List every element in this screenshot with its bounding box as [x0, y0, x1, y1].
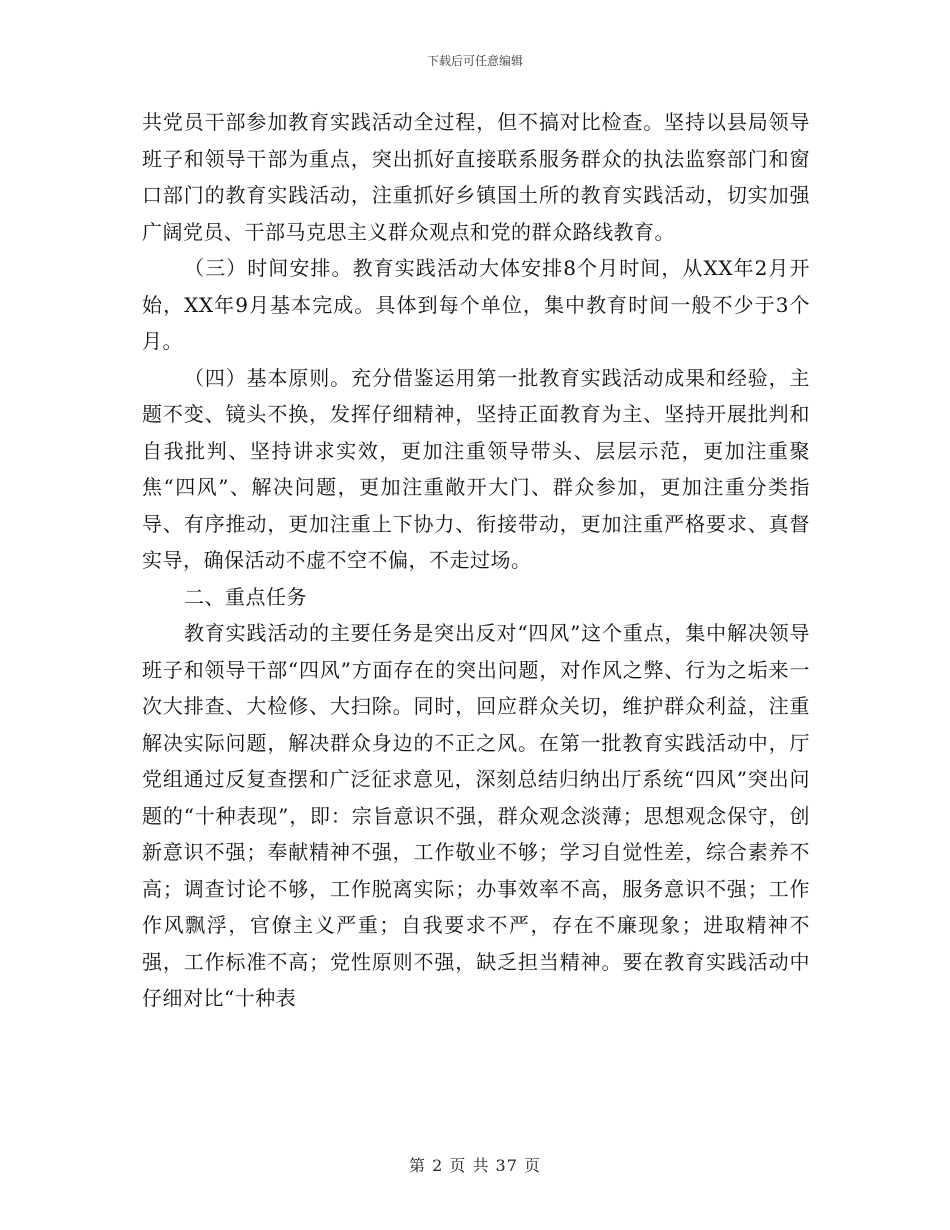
paragraph-main-tasks: 教育实践活动的主要任务是突出反对“四风”这个重点，集中解决领导班子和领导干部“四风”方面存在的突出问题，对作风之弊、行为之垢来一次大排查、大检修、大扫除。同时，回应群众关切，维护群众利益，注重解决实际问题，解决群众身边的不正之风。在第一批教育实践活动中，厅党组通过反复查摆和广泛征求意见，深刻总结归纳出厅系统“四风”突出问题的“十种表现”，即：宗旨意识不强，群众观念淡薄；思想观念保守，创新意识不强；奉献精神不强，工作敬业不够；学习自觉性差，综合素养不高；调查讨论不够，工作脱离实际；办事效率不高，服务意识不强；工作作风飘浮，官僚主义严重；自我要求不严，存在不廉现象；进取精神不强，工作标准不高；党性原则不强，缺乏担当精神。要在教育实践活动中仔细对比“十种表	[142, 621, 810, 1010]
paragraph-time-schedule: （三）时间安排。教育实践活动大体安排8个月时间，从XX年2月开始，XX年9月基本完成。具体到每个单位，集中教育时间一般不少于3个月。	[142, 256, 810, 353]
paragraph-continuation: 共党员干部参加教育实践活动全过程，但不搞对比检查。坚持以县局领导班子和领导干部为重点，突出抓好直接联系服务群众的执法监察部门和窗口部门的教育实践活动，注重抓好乡镇国土所的教育实践活动，切实加强广阔党员、干部马克思主义群众观点和党的群众路线教育。	[142, 110, 810, 244]
section-heading-key-tasks: 二、重点任务	[184, 584, 307, 609]
page-header: 下载后可任意编辑	[426, 54, 523, 68]
page-number-footer: 第 2 页 共 37 页	[409, 1156, 541, 1175]
paragraph-basic-principles: （四）基本原则。充分借鉴运用第一批教育实践活动成果和经验，主题不变、镜头不换，发挥仔细精神，坚持正面教育为主、坚持开展批判和自我批判、坚持讲求实效，更加注重领导带头、层层示范，更加注重聚焦“四风”、解决问题，更加注重敞开大门、群众参加，更加注重分类指导、有序推动，更加注重上下协力、衔接带动，更加注重严格要求、真督实导，确保活动不虚不空不偏，不走过场。	[142, 365, 810, 572]
document-body	[142, 104, 810, 1017]
